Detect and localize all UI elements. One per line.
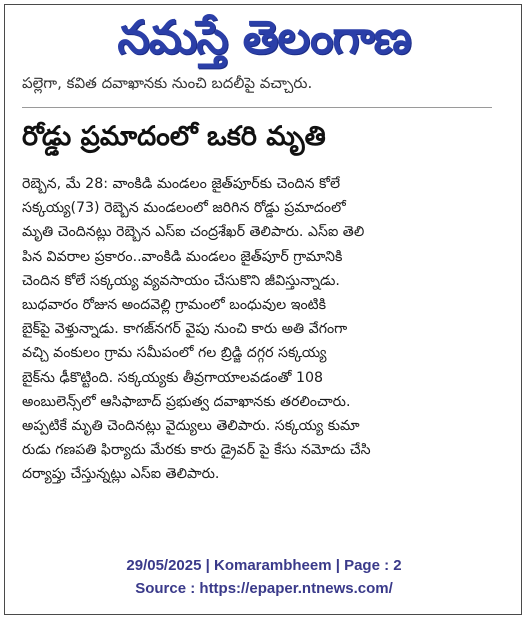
article-body-line: సక్కయ్య(73) రెబ్బెన మండలంలో జరిగిన రోడ్డు ప్రమాదంలో <box>22 200 346 217</box>
source-link[interactable]: Source : https://epaper.ntnews.com/ <box>135 580 393 597</box>
article-body-line: రెబ్బెన, మే 28: వాంకిడి మండలం జైత్‌పూర్‌కు చెందిన కోలే <box>22 176 341 192</box>
article-body-line: చెందిన కోలే సక్కయ్య వ్యవసాయం చేసుకొని జీవిస్తున్నాడు. <box>22 272 340 289</box>
article-divider <box>22 107 492 108</box>
article-body-line: అంబులెన్స్‌లో ఆసిఫాబాద్ ప్రభుత్వ దవాఖానకు తరలించారు. <box>22 393 351 410</box>
article-body-line: అప్పటికే మృతి చెందినట్లు వైద్యులు తెలిపారు. సక్కయ్య కుమా <box>22 418 360 435</box>
edition-info: 29/05/2025 | Komarambheem | Page : 2 <box>126 557 402 574</box>
article-body-line: దర్యాప్తు చేస్తున్నట్లు ఎస్‌ఐ తెలిపారు. <box>22 466 220 483</box>
article-body-line: మృతి చెందినట్లు రెబ్బెన ఎస్‌ఐ చంద్రశేఖర్ తెలిపారు. ఎస్‌ఐ తెలి <box>22 224 365 241</box>
article-body-line: బైక్‌పై వెళ్తున్నాడు. కాగజ్‌నగర్ వైపు నుంచి కారు అతి వేగంగా <box>22 321 348 338</box>
article-body-line: బైక్‌ను ఢీకొట్టింది. సక్కయ్యకు తీవ్రగాయాలవడంతో 108 <box>22 369 324 386</box>
article-body-line: బుధవారం రోజున అందవెల్లి గ్రామంలో బంధువుల ఇంటికి <box>22 297 327 314</box>
previous-article-line: పల్లెగా, కవిత దవాఖానకు నుంచి బదలీపై వచ్చారు. <box>22 74 313 92</box>
article-body-line: పిన వివరాల ప్రకారం..వాంకిడి మండలం జైత్‌పూర్ గ్రామానికి <box>22 248 343 265</box>
article-body-line: రుడు గణపతి ఫిర్యాదు మేరకు కారు డ్రైవర్ పై కేసు నమోదు చేసి <box>22 442 371 459</box>
article-headline: రోడ్డు ప్రమాదంలో ఒకరి మృతి <box>22 121 326 152</box>
article-body-line: వచ్చి వంకులం గ్రామ సమీపంలో గల బ్రిడ్జి దగ్గర సక్కయ్య <box>22 345 327 362</box>
newspaper-masthead <box>0 6 528 68</box>
newspaper-logo: నమస్తే తెలంగాణ <box>117 10 411 64</box>
article-body <box>22 172 492 487</box>
previous-article-fragment <box>22 74 492 106</box>
